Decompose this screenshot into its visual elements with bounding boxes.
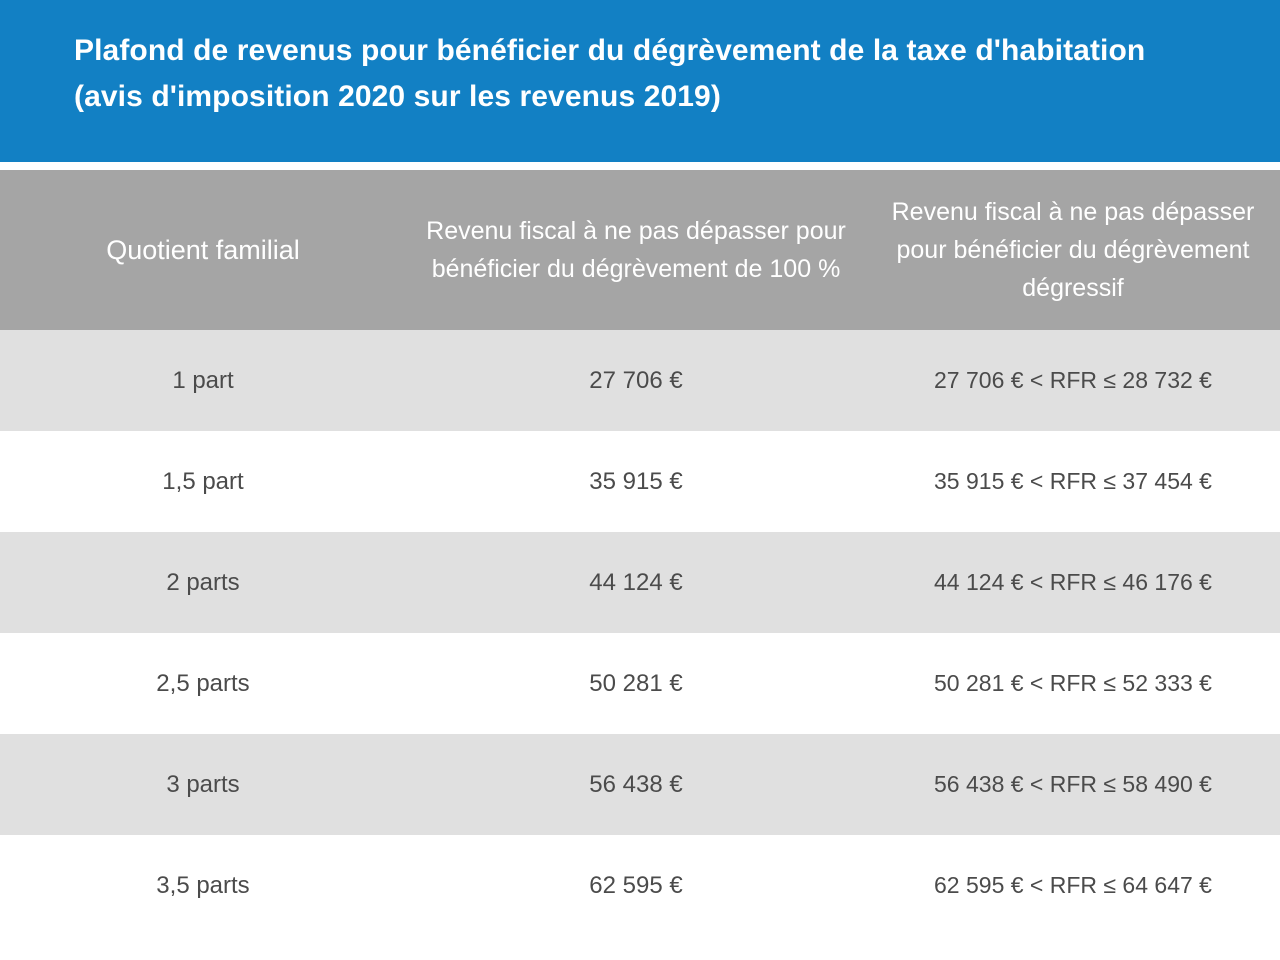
table-row [0, 330, 1280, 431]
cell-quotient: 3 parts [0, 734, 406, 835]
cell-quotient: 2,5 parts [0, 633, 406, 734]
cell-degrevement-100: 44 124 € [406, 532, 866, 633]
cell-quotient: 3,5 parts [0, 835, 406, 936]
column-header-degrevement-degressif: Revenu fiscal à ne pas dépasser pour bénéficier du dégrèvement dégressif [866, 170, 1280, 330]
cell-degrevement-100: 27 706 € [406, 330, 866, 431]
table-row [0, 532, 1280, 633]
table-header-row [0, 170, 1280, 330]
table-header [0, 170, 1280, 330]
cell-quotient: 1 part [0, 330, 406, 431]
cell-degrevement-degressif: 44 124 € < RFR ≤ 46 176 € [866, 532, 1280, 633]
cell-degrevement-degressif: 27 706 € < RFR ≤ 28 732 € [866, 330, 1280, 431]
table-row [0, 633, 1280, 734]
column-header-degrevement-100: Revenu fiscal à ne pas dépasser pour bénéficier du dégrèvement de 100 % [406, 170, 866, 330]
cell-degrevement-100: 62 595 € [406, 835, 866, 936]
cell-degrevement-100: 56 438 € [406, 734, 866, 835]
page-title: Plafond de revenus pour bénéficier du dégrèvement de la taxe d'habitation (avis d'imposition 2020 sur les revenus 2019) [74, 34, 1146, 113]
table-body [0, 330, 1280, 936]
cell-quotient: 2 parts [0, 532, 406, 633]
cell-degrevement-degressif: 56 438 € < RFR ≤ 58 490 € [866, 734, 1280, 835]
table-row [0, 734, 1280, 835]
cell-degrevement-100: 50 281 € [406, 633, 866, 734]
cell-degrevement-degressif: 62 595 € < RFR ≤ 64 647 € [866, 835, 1280, 936]
income-threshold-table [0, 170, 1280, 936]
table-row [0, 431, 1280, 532]
cell-quotient: 1,5 part [0, 431, 406, 532]
cell-degrevement-degressif: 50 281 € < RFR ≤ 52 333 € [866, 633, 1280, 734]
table-row [0, 835, 1280, 936]
cell-degrevement-100: 35 915 € [406, 431, 866, 532]
cell-degrevement-degressif: 35 915 € < RFR ≤ 37 454 € [866, 431, 1280, 532]
title-banner [0, 0, 1280, 162]
column-header-quotient-familial: Quotient familial [0, 170, 406, 330]
